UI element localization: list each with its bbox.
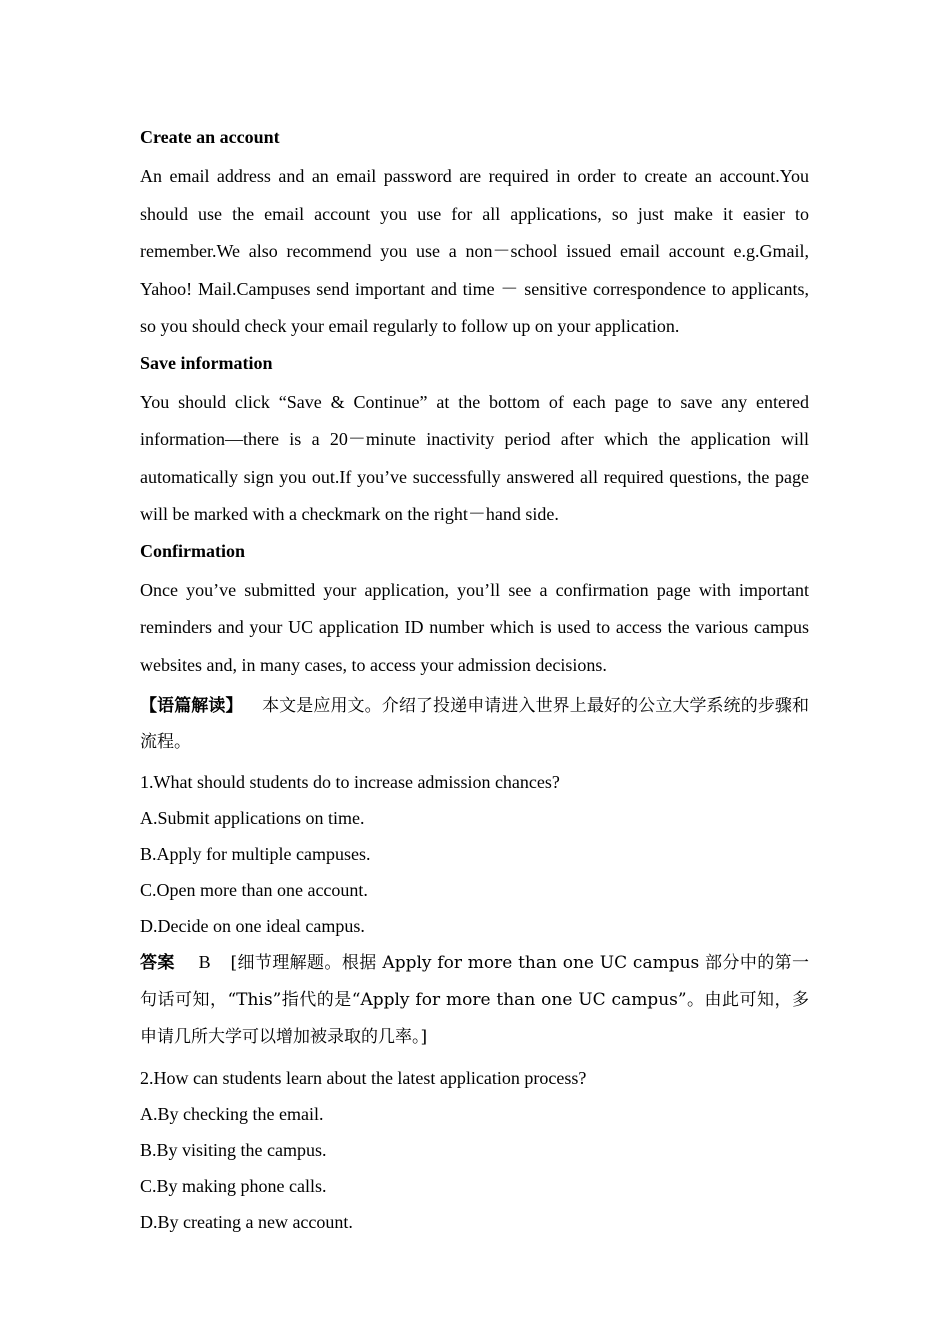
question-2-option-c: C.By making phone calls. — [140, 1176, 327, 1196]
question-1-option-a: A.Submit applications on time. — [140, 808, 365, 828]
analysis-text: 本文是应用文。介绍了投递申请进入世界上最好的公立大学系统的步骤和流程。 — [140, 696, 810, 752]
question-1-stem: 1.What should students do to increase admission chances? — [140, 772, 560, 792]
section-heading-confirmation: Confirmation — [140, 540, 245, 561]
section-body-save-information: You should click “Save & Continue” at the bottom of each page to save any entered information—there is a 20－minute inactivity period after which the application will automatically sign you out.If you’ve successfully answered all required questions, the page will be marked with a checkmark on the right－hand side. — [140, 391, 809, 524]
section-body-confirmation: Once you’ve submitted your application, you’ll see a confirmation page with important reminders and your UC application ID number which is used to access the various campus websites and, in many cases, to access your admission decisions. — [140, 579, 809, 675]
answer-letter: B — [198, 952, 211, 972]
answer-explanation: [细节理解题。根据 Apply for more than one UC campus 部分中的第一句话可知，“This”指代的是“Apply for more than one UC campus”。由此可知，多申请几所大学可以增加被录取的几率。] — [140, 953, 810, 1047]
section-body-create-account: An email address and an email password are required in order to create an account.You should use the email account you use for all applications, so just make it easier to remember.We also recommend you use a non－school issued email account e.g.Gmail, Yahoo! Mail.Campuses send important and time － sensitive correspondence to applicants, so you should check your email regularly to follow up on your application. — [140, 166, 809, 336]
question-2-option-a: A.By checking the email. — [140, 1104, 324, 1124]
analysis-label: 【语篇解读】 — [140, 696, 243, 716]
question-1-answer — [140, 944, 809, 1056]
text-analysis — [140, 688, 809, 760]
question-1-option-b: B.Apply for multiple campuses. — [140, 844, 371, 864]
question-1-option-d: D.Decide on one ideal campus. — [140, 916, 365, 936]
answer-label: 答案 — [140, 953, 175, 973]
document-page — [140, 124, 809, 1240]
question-2-option-b: B.By visiting the campus. — [140, 1140, 327, 1160]
question-2-stem: 2.How can students learn about the latest application process? — [140, 1068, 587, 1088]
question-1-option-c: C.Open more than one account. — [140, 880, 368, 900]
section-heading-save-information: Save information — [140, 352, 273, 373]
question-2-option-d: D.By creating a new account. — [140, 1212, 353, 1232]
section-heading-create-account: Create an account — [140, 127, 280, 147]
